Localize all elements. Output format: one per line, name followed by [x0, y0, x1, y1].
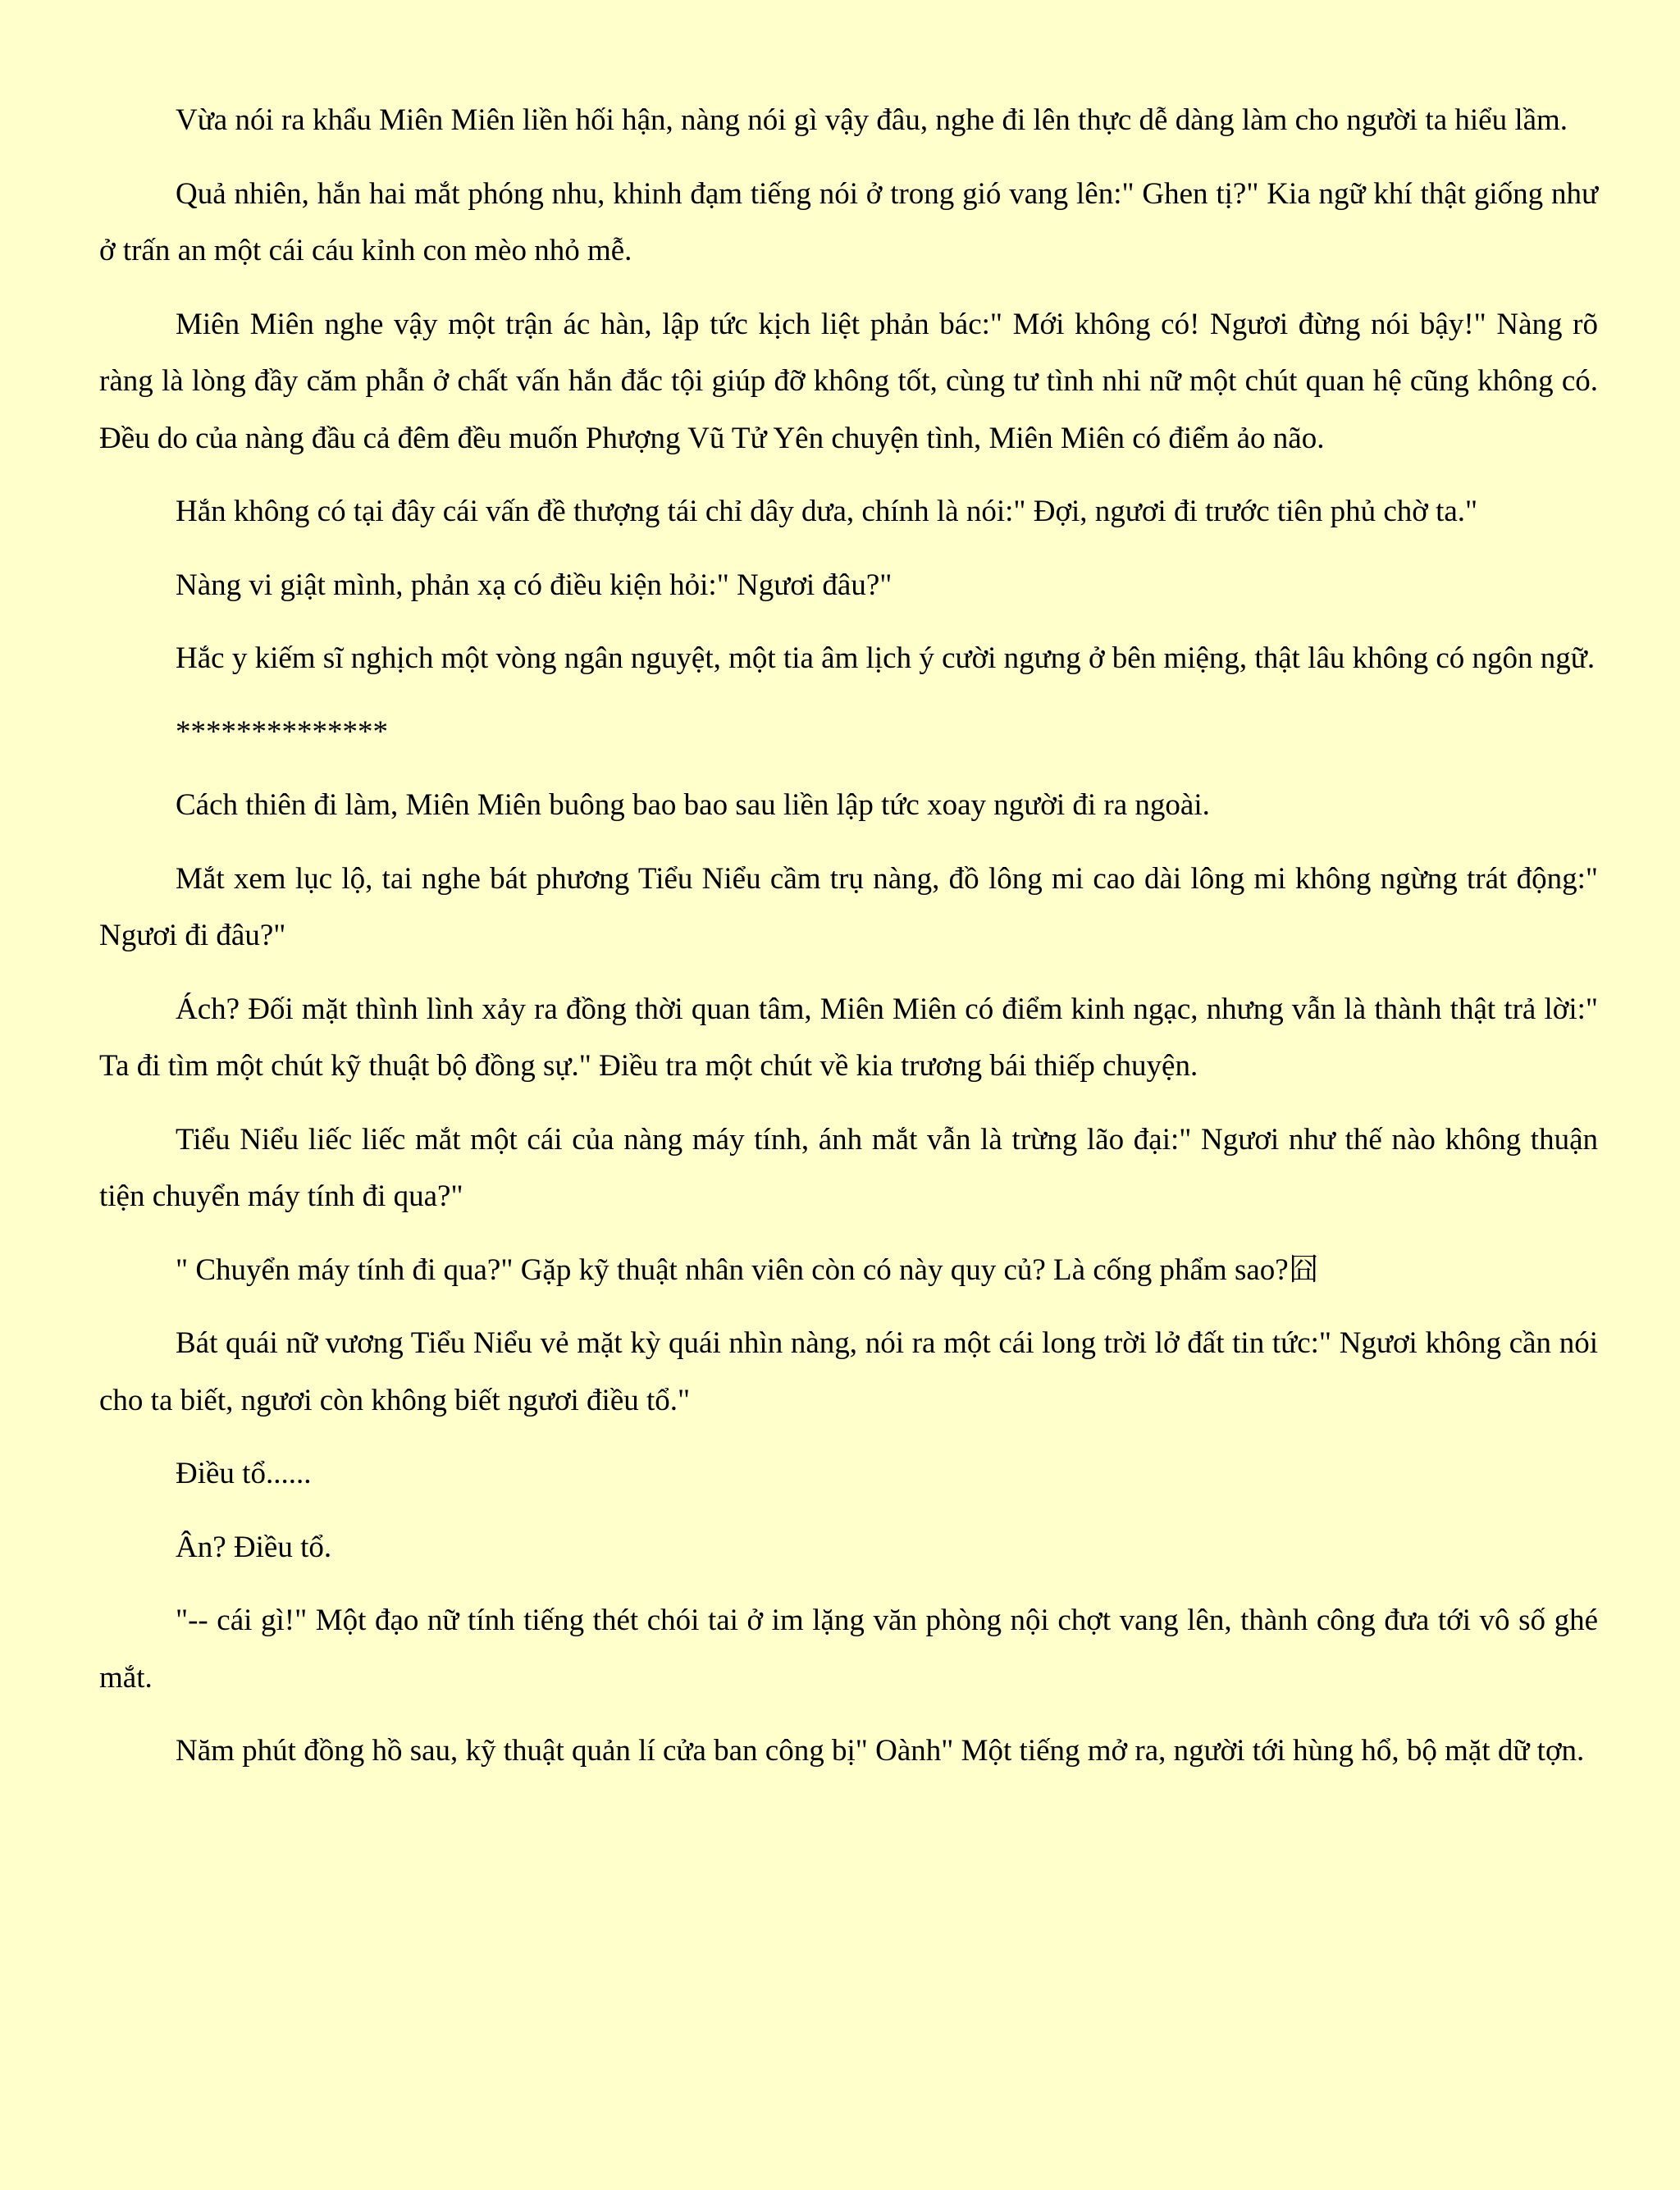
paragraph: " Chuyển máy tính đi qua?" Gặp kỹ thuật nhân viên còn có này quy củ? Là cống phẩm sao?囧	[176, 1252, 1319, 1287]
paragraph: Hắn không có tại đây cái vấn đề thượng tái chỉ dây dưa, chính là nói:" Đợi, ngươi đi trước tiên phủ chờ ta."	[176, 495, 1478, 528]
paragraph: Quả nhiên, hắn hai mắt phóng nhu, khinh đạm tiếng nói ở trong gió vang lên:" Ghen tị?" Kia ngữ khí thật giống như ở trấn an một cái cáu kỉnh con mèo nhỏ mễ.	[99, 176, 1598, 267]
paragraph: Năm phút đồng hồ sau, kỹ thuật quản lí cửa ban công bị" Oành" Một tiếng mở ra, người tới hùng hổ, bộ mặt dữ tợn.	[176, 1734, 1585, 1768]
paragraph: Tiểu Niểu liếc liếc mắt một cái của nàng máy tính, ánh mắt vẫn là trừng lão đại:" Ngươi như thế nào không thuận tiện chuyển máy tính đi qua?"	[99, 1122, 1598, 1213]
paragraph: Nàng vi giật mình, phản xạ có điều kiện hỏi:" Ngươi đâu?"	[176, 568, 892, 602]
paragraph: Cách thiên đi làm, Miên Miên buông bao bao sau liền lập tức xoay người đi ra ngoài.	[176, 788, 1210, 822]
paragraph: "-- cái gì!" Một đạo nữ tính tiếng thét chói tai ở im lặng văn phòng nội chợt vang lên, thành công đưa tới vô số ghé mắt.	[99, 1604, 1598, 1695]
paragraph: Ách? Đối mặt thình lình xảy ra đồng thời quan tâm, Miên Miên có điểm kinh ngạc, nhưng vẫn là thành thật trả lời:" Ta đi tìm một chút kỹ thuật bộ đồng sự." Điều tra một chút về kia trương bái thiếp chuyện.	[99, 992, 1598, 1083]
paragraph: Hắc y kiếm sĩ nghịch một vòng ngân nguyệt, một tia âm lịch ý cười ngưng ở bên miệng, thật lâu không có ngôn ngữ.	[176, 641, 1596, 675]
scene-separator: **************	[176, 714, 388, 749]
paragraph: Miên Miên nghe vậy một trận ác hàn, lập tức kịch liệt phản bác:" Mới không có! Ngươi đừng nói bậy!" Nàng rõ ràng là lòng đầy căm phẫn ở chất vấn hắn đắc tội giúp đỡ không tốt, cùng tư tình nhi nữ một chút quan hệ cũng không có. Đều do của nàng đầu cả đêm đều muốn Phượng Vũ Tử Yên chuyện tình, Miên Miên có điểm ảo não.	[99, 307, 1598, 455]
paragraph: Điều tổ......	[176, 1457, 312, 1490]
paragraph: Vừa nói ra khẩu Miên Miên liền hối hận, nàng nói gì vậy đâu, nghe đi lên thực dễ dàng làm cho người ta hiểu lầm.	[176, 103, 1568, 137]
paragraph: Ân? Điều tổ.	[176, 1530, 332, 1564]
paragraph: Mắt xem lục lộ, tai nghe bát phương Tiểu Niểu cầm trụ nàng, đồ lông mi cao dài lông mi không ngừng trát động:" Ngươi đi đâu?"	[99, 861, 1598, 952]
paragraph: Bát quái nữ vương Tiểu Niểu vẻ mặt kỳ quái nhìn nàng, nói ra một cái long trời lở đất tin tức:" Ngươi không cần nói cho ta biết, ngươi còn không biết ngươi điều tổ."	[99, 1326, 1598, 1417]
